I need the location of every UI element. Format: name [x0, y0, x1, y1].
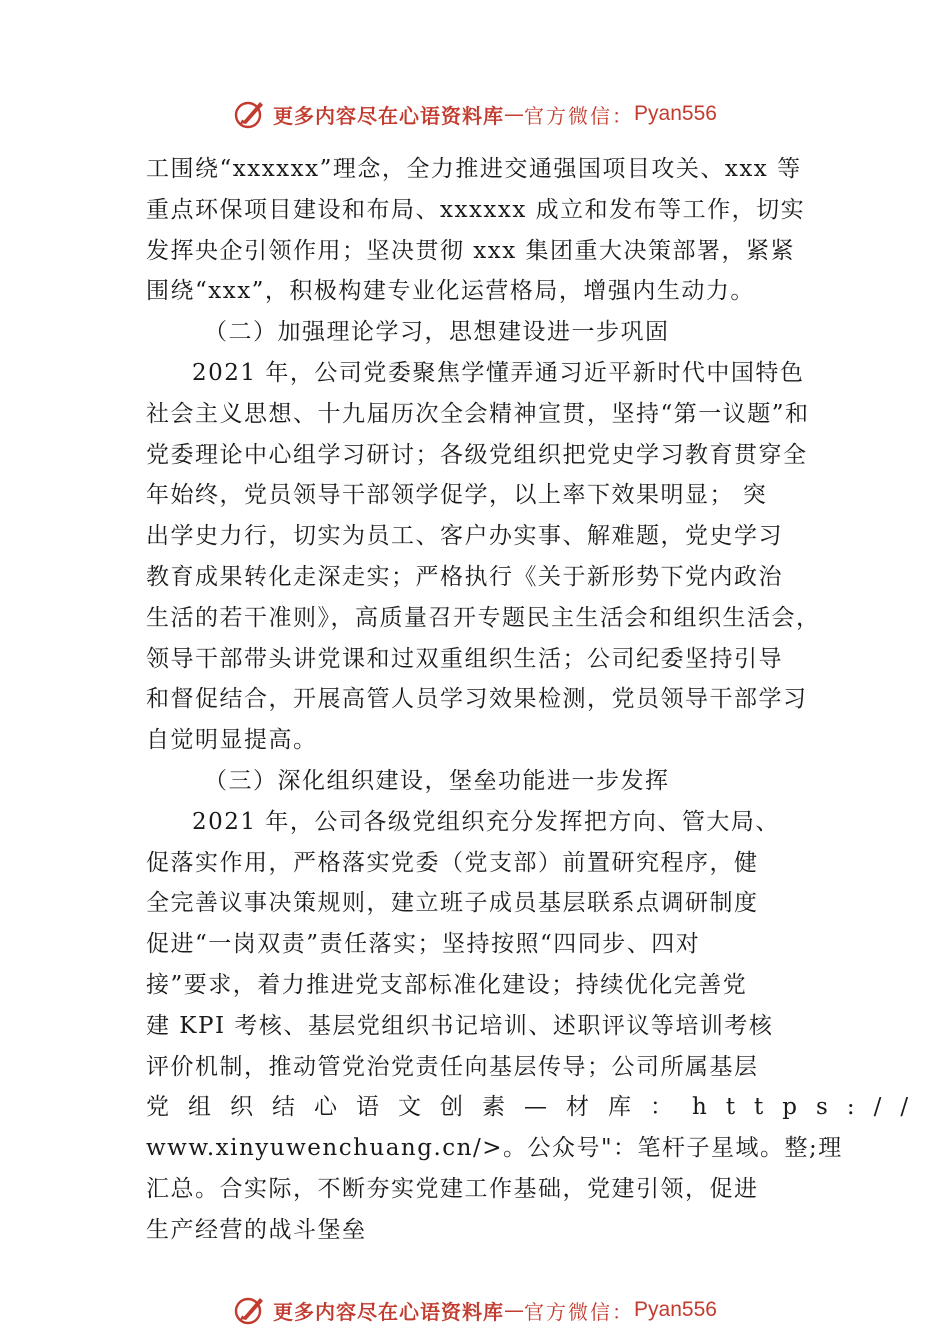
body-line: 建 KPI 考核、基层党组织书记培训、述职评议等培训考核	[146, 1012, 774, 1039]
body-line: 教育成果转化走深走实；严格执行《关于新形势下党内政治	[146, 563, 783, 590]
body-line: 和督促结合，开展高管人员学习效果检测，党员领导干部学习	[146, 686, 808, 713]
body-line: 重点环保项目建设和布局、xxxxxx 成立和发布等工作，切实	[146, 196, 806, 223]
banner-wechat-label: 官方微信：	[524, 103, 635, 128]
body-line: 党委理论中心组学习研讨；各级党组织把党史学习教育贯穿全	[146, 441, 808, 468]
body-line: 汇总。合实际，不断夯实党建工作基础，党建引领，促进	[146, 1175, 759, 1202]
banner-brand: 更多内容尽在心语资料库	[273, 103, 505, 128]
banner-dash: —	[504, 1298, 525, 1322]
body-line: www.xinyuwenchuang.cn/>。公众号"：笔杆子星域。整;理	[146, 1135, 843, 1162]
body-line: 评价机制，推动管党治党责任向基层传导；公司所属基层	[146, 1053, 759, 1080]
body-line: 领导干部带头讲党课和过双重组织生活；公司纪委坚持引导	[146, 645, 783, 672]
body-line: 年始终，党员领导干部领学促学，以上率下效果明显； 突	[146, 482, 768, 509]
body-line: 社会主义思想、十九届历次全会精神宣贯，坚持“第一议题”和	[146, 400, 810, 427]
body-line: 生活的若干准则》，高质量召开专题民主生活会和组织生活会，	[146, 604, 821, 631]
document-body	[146, 149, 928, 1251]
banner-brand: 更多内容尽在心语资料库	[273, 1299, 505, 1324]
body-line: 接”要求，着力推进党支部标准化建设；持续优化完善党	[146, 971, 748, 998]
footer-banner	[0, 1288, 950, 1332]
section-heading: （二）加强理论学习，思想建设进一步巩固	[204, 319, 670, 346]
section-heading: （三）深化组织建设，堡垒功能进一步发挥	[204, 767, 670, 794]
body-line: 自觉明显提高。	[146, 727, 318, 754]
body-line: 党组织结心语文创素—材库：https://	[146, 1094, 928, 1121]
banner-dash: —	[504, 102, 525, 126]
banner-wechat-id: Pyan556	[634, 102, 717, 125]
body-line: 促进“一岗双责”责任落实；坚持按照“四同步、四对	[146, 931, 701, 958]
body-line: 围绕“xxx”，积极构建专业化运营格局，增强内生动力。	[146, 278, 755, 305]
body-line: 2021 年，公司党委聚焦学懂弄通习近平新时代中国特色	[192, 359, 805, 386]
header-banner	[0, 92, 950, 136]
body-line: 2021 年，公司各级党组织充分发挥把方向、管大局、	[192, 808, 780, 835]
quill-logo-icon	[233, 1293, 267, 1327]
body-line: 生产经营的战斗堡垒	[146, 1216, 367, 1243]
body-line: 发挥央企引领作用；坚决贯彻 xxx 集团重大决策部署，紧紧	[146, 237, 796, 264]
body-line: 出学史力行，切实为员工、客户办实事、解难题，党史学习	[146, 523, 783, 550]
body-line: 工围绕“xxxxxx”理念，全力推进交通强国项目攻关、xxx 等	[146, 156, 802, 182]
banner-wechat-label: 官方微信：	[524, 1299, 635, 1324]
quill-logo-icon	[233, 97, 267, 131]
body-line: 全完善议事决策规则，建立班子成员基层联系点调研制度	[146, 890, 759, 917]
body-line: 促落实作用，严格落实党委（党支部）前置研究程序，健	[146, 849, 759, 876]
banner-wechat-id: Pyan556	[634, 1298, 717, 1321]
